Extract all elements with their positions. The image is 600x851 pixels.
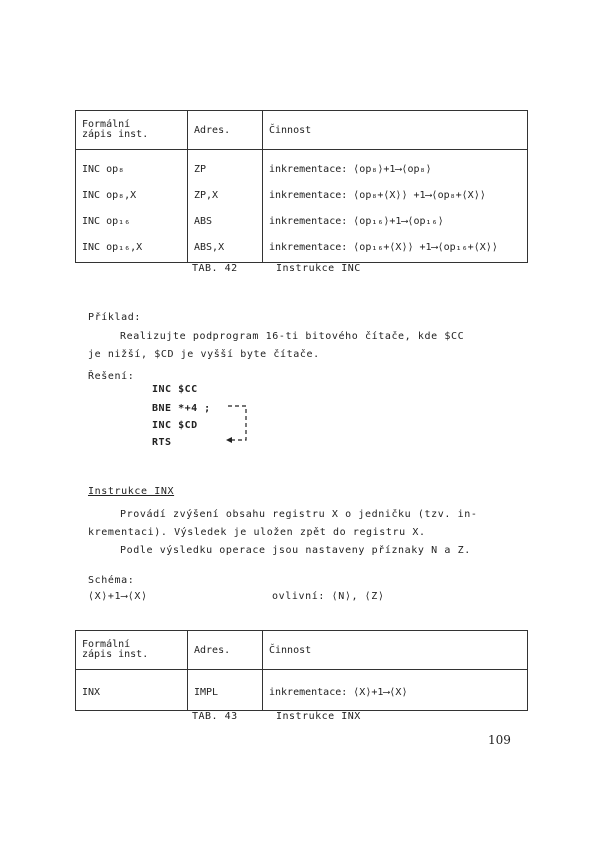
table-row [76,208,528,234]
branch-arrow-icon [224,400,254,446]
table-42 [75,110,528,263]
table-43-caption-tab: TAB. 43 [192,711,238,722]
cell-adres: ZP [188,150,263,183]
code-line: INC $CD [152,420,198,431]
column-header-cinnost: Činnost [263,111,528,150]
cell-formal: INC op₁₆ [76,208,188,234]
table-42-caption-tab: TAB. 42 [192,263,238,274]
cell-cinnost: inkrementace: ⟨op₁₆+⟨X⟩⟩ +1⟶⟨op₁₆+⟨X⟩⟩ [263,234,528,263]
code-line: INC $CC [152,384,198,395]
table-43-caption-text: Instrukce INX [276,711,361,722]
table-row [76,150,528,183]
schema-label: Schéma: [88,575,135,586]
cell-cinnost: inkrementace: ⟨op₈⟩+1⟶⟨op₈⟩ [263,150,528,183]
table-row [76,182,528,208]
cell-adres: ABS,X [188,234,263,263]
example-text-line1: Realizujte podprogram 16-ti bitového čítače, kde $CC [120,331,465,342]
cell-cinnost: inkrementace: ⟨op₁₆⟩+1⟶⟨op₁₆⟩ [263,208,528,234]
header-line: zápis inst. [82,129,149,140]
column-header-adres: Adres. [188,631,263,670]
header-line: Formální [82,639,131,650]
example-text-line2: je nižší, $CD je vyšší byte čítače. [88,349,320,360]
page-number: 109 [488,733,511,747]
column-header-cinnost: Činnost [263,631,528,670]
column-header-adres: Adres. [188,111,263,150]
table-row [76,670,528,711]
schema-formula: ⟨X⟩+1⟶⟨X⟩ [88,591,148,602]
schema-affects: ovlivní: ⟨N⟩, ⟨Z⟩ [272,591,385,602]
cell-formal: INC op₈ [76,150,188,183]
section-heading-inx: Instrukce INX [88,486,175,497]
header-line: Formální [82,119,131,130]
cell-formal: INX [76,670,188,711]
cell-adres: ZP,X [188,182,263,208]
cell-formal: INC op₈,X [76,182,188,208]
cell-cinnost: inkrementace: ⟨X⟩+1⟶⟨X⟩ [263,670,528,711]
table-43 [75,630,528,711]
table-42-caption-text: Instrukce INC [276,263,361,274]
column-header-formal [76,111,188,150]
cell-adres: IMPL [188,670,263,711]
cell-adres: ABS [188,208,263,234]
inx-para-line3: Podle výsledku operace jsou nastaveny příznaky N a Z. [120,545,471,556]
table-row [76,234,528,263]
example-label: Příklad: [88,312,141,323]
inx-para-line2: krementaci). Výsledek je uložen zpět do registru X. [88,527,426,538]
code-line: RTS [152,437,172,448]
cell-formal: INC op₁₆,X [76,234,188,263]
column-header-formal [76,631,188,670]
header-line: zápis inst. [82,649,149,660]
solution-label: Řešení: [88,371,135,382]
code-line: BNE *+4 ; [152,403,211,414]
inx-para-line1: Provádí zvýšení obsahu registru X o jedničku (tzv. in- [120,509,478,520]
cell-cinnost: inkrementace: ⟨op₈+⟨X⟩⟩ +1⟶⟨op₈+⟨X⟩⟩ [263,182,528,208]
